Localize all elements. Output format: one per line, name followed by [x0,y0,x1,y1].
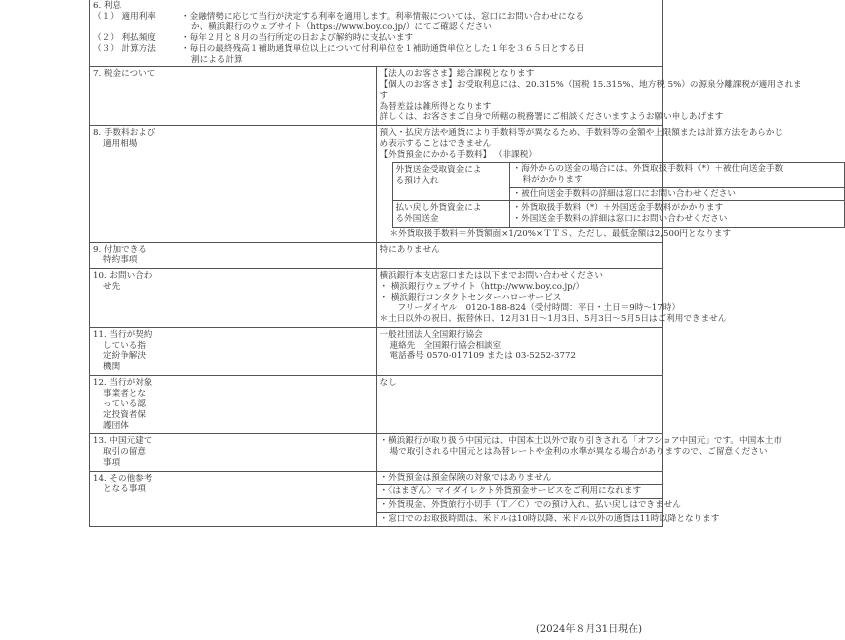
product-terms-table [89,0,802,527]
other-label: 14. その他参考 [93,473,153,484]
interest-labels [93,1,181,65]
fee-note: ＊外貨取扱手数料＝外貨額面×1/20%×ＴＴＳ、ただし、最低金額は2,500円となります [389,228,731,239]
row-tax [90,67,663,126]
contact-content: 横浜銀行本支店窓口または以下までお問い合わせください ・ 横浜銀行ウェブサイト（http://www.boy.co.jp/） ・ 横浜銀行コンタクトセンターハローサービス フリーダイヤル 0120-188-824（受付時間：平日・土日＝9時～17時） ＊土日以外の祝日、振替休日、12月31日～1月3日、5月3日～5月5日はご利用できません [376,269,663,328]
interest-content: ・金融情勢に応じて当行が決定する利率を適用します。利率情報については、窓口にお問い合わせになる か、横浜銀行のウェブサイト（https://www.boy.co.jp/）にてご確認ください ・毎年２月と８月の当行所定の日および解約時に支払います ・毎日の最終残高１補助通貨単位以上について付利単位を１補助通貨単位とした１年を３６５日とする日 割による計算 [181,11,585,65]
special-terms-value: 特にありません [379,244,440,255]
special-terms-label: 9. 付加できる [93,244,147,255]
fee-row: 外貨送金受取資金によ る預け入れ ・海外からの送金の場合には、外貨取扱手数料（*）＋被仕向送金手数 料がかかります ・被仕向送金手数料の詳細は窓口にお問い合わせください [392,163,844,201]
fees-content: 預入・払戻方法や通貨により手数料等が異なるため、手数料等の金額や上限額または計算方法をあらかじ め表示することはできません 【外貨預金にかかる手数料】 （非課税） 外貨送金受取資金によ る預け入れ ・海外からの送金の場合には、外貨取扱手数料（*）＋被仕向送金手数 料がかかります ・被仕向送金手数料の詳細は窓口にお問い合わせください 払い戻し外貨資金によ る外国送金 ・外貨取扱手数料（*）＋外国送金手数料がかかります ・外国送金手数料の詳細は窓口にお問い合わせください ＊外貨取扱手数料＝外貨額面×1/20%×ＴＴＳ、ただし、最低金額は2,500円となります [376,126,663,243]
cny-label: 13. 中国元建て [93,436,153,447]
row-other: 14. その他参考 となる事項 ・外貨預金は預金保険の対象ではありません ・〈はまぎん〉マイダイレクト外貨預金サービスをご利用になれます ・外貨現金、外貨旅行小切手（Ｔ／Ｃ）での預け入れ、払い戻しはできません ・窓口でのお取扱時間は、米ドルは10時以降、米ドル以外の通貨は11時以降となります [90,471,663,526]
row-contact: 10. お問い合わ せ先 横浜銀行本支店窓口または以下までお問い合わせください ・ 横浜銀行ウェブサイト（http://www.boy.co.jp/） ・ 横浜銀行コンタクトセンターハローサービス フリーダイヤル 0120-188-824（受付時間：平日・土日＝9時～17時） ＊土日以外の祝日、振替休日、12月31日～1月3日、5月3日～5月5日はご利用できません [90,269,663,328]
investor-protection-value: なし [379,377,397,388]
fee-row: 払い戻し外貨資金によ る外国送金 ・外貨取扱手数料（*）＋外国送金手数料がかかります ・外国送金手数料の詳細は窓口にお問い合わせください [392,201,844,227]
row-fees: 8. 手数料および 適用相場 預入・払戻方法や通貨により手数料等が異なるため、手数料等の金額や上限額または計算方法をあらかじ め表示することはできません 【外貨預金にかかる手数料】 （非課税） 外貨送金受取資金によ る預け入れ ・海外からの送金の場合には、外貨取扱手数料（*）＋被仕向送金手数 料がかかります ・被仕向送金手数料の詳細は窓口にお問い合わせください 払い戻し外貨資金によ る外国送金 ・外貨取扱手数料（*）＋外国送金手数料がかかります ・外国送金手数料の詳細は窓口にお問い合わせください ＊外貨取扱手数料＝外貨額面×1/20%×ＴＴＳ、ただし、最低金額は2,500円となります [90,126,663,243]
frequency-label: （２） 利払頻度 [93,33,156,44]
investor-protection-label: 12. 当行が対象 [93,377,153,388]
row-investor-protection: 12. 当行が対象 事業者とな っている認 定投資者保 護団体 なし [90,375,663,434]
contact-label: 10. お問い合わ [93,271,153,282]
phone-line: フリーダイヤル 0120-188-824（受付時間：平日・土日＝9時～17時） [397,303,681,314]
list-item: ・〈はまぎん〉マイダイレクト外貨預金サービスをご利用になれます [379,486,642,497]
row-special-terms: 9. 付加できる 特約事項 特にありません [90,242,663,268]
tax-content: 【法人のお客さま】総合課税となります 【個人のお客さま】お受取利息には、20.315%（国税 15.315%、地方税 5%）の源泉分離課税が適用されま す 為替差益は雑所得となります 詳しくは、お客さまご自身で所轄の税務署にご相談くださいますようお願い申しあげます [376,67,663,126]
row-interest [90,0,663,67]
fees-label: 8. 手数料および [93,128,156,139]
tax-label: 7. 税金について [93,69,156,80]
as-of-date: (2024年８月31日現在) [536,624,642,635]
calc-label: （３） 計算方法 [93,43,156,54]
fee-subtable [392,162,845,228]
list-item: ・外貨預金は預金保険の対象ではありません [379,472,552,483]
row-dispute: 11. 当行が契約 している指 定紛争解決 機関 一般社団法人全国銀行協会 連絡先 全国銀行協会相談室 電話番号 0570-017109 または 03-5252-3772 [90,327,663,375]
row-cny-notes: 13. 中国元建て 取引の留意 事項 ・横浜銀行が取り扱う中国元は、中国本土以外で取り引きされる「オフショア中国元」です。中国本土市 場で取引される中国元とは為替レートや金利の水準が異なる場合がありますので、ご留意ください [90,434,663,471]
list-item: ・外貨現金、外貨旅行小切手（Ｔ／Ｃ）での預け入れ、払い戻しはできません [379,500,681,511]
dispute-label: 11. 当行が契約 [93,329,153,340]
rate-label: （１） 適用利率 [93,11,156,22]
interest-label: 6. 利息 [93,1,122,11]
document [89,0,802,527]
list-item: ・窓口でのお取扱時間は、米ドルは10時以降、米ドル以外の通貨は11時以降となります [379,513,720,524]
fees-subtitle: 【外貨預金にかかる手数料】 （非課税） [379,149,537,160]
